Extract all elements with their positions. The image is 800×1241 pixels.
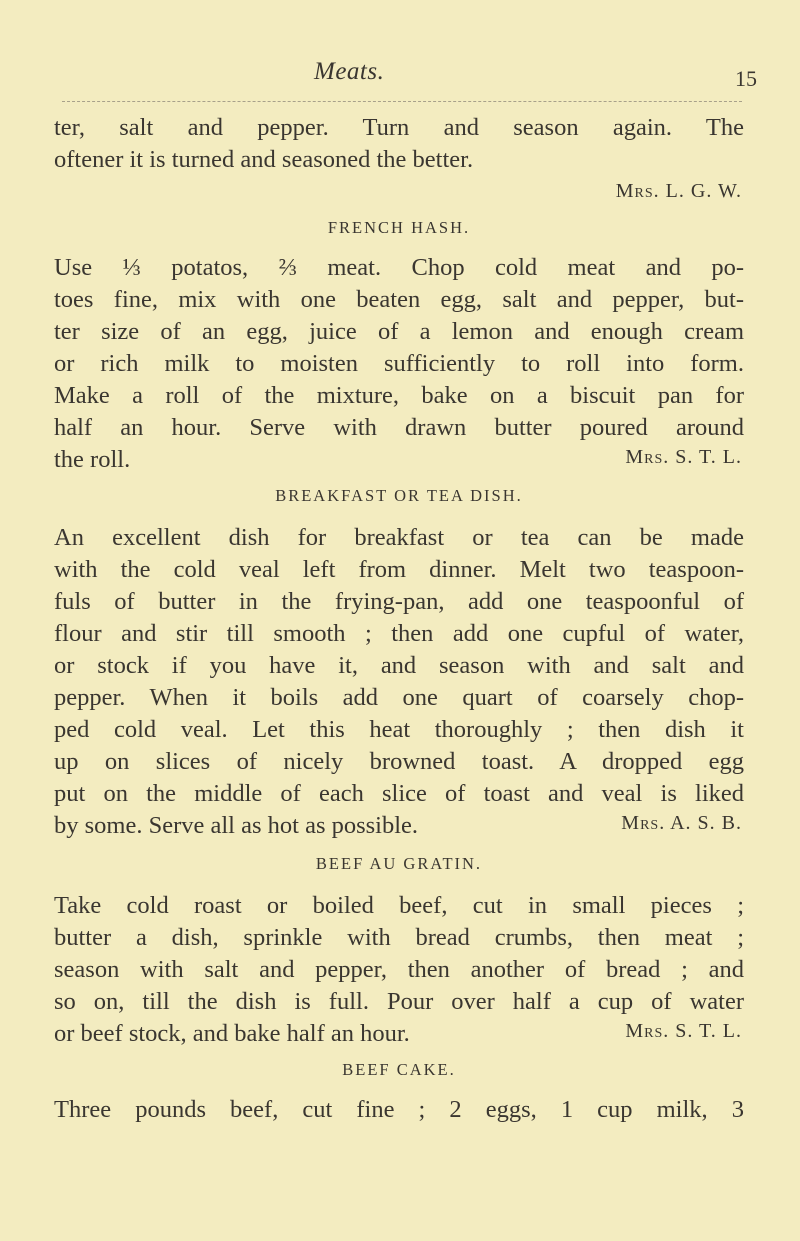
header-rule <box>62 101 742 103</box>
intro-line: ter, salt and pepper. Turn and season again. The <box>54 114 744 141</box>
running-head <box>0 58 800 98</box>
recipe-line: put on the middle of each slice of toast and veal is liked <box>54 780 744 807</box>
recipe-line: Make a roll of the mixture, bake on a biscuit pan for <box>54 382 744 409</box>
recipe-line: butter a dish, sprinkle with bread crumbs, then meat ; <box>54 924 744 951</box>
recipe-heading-beef-cake: BEEF CAKE. <box>342 1060 456 1079</box>
recipe-line: or beef stock, and bake half an hour. <box>54 1020 410 1047</box>
recipe-heading-beef-au-gratin: BEEF AU GRATIN. <box>315 854 483 873</box>
recipe-line: by some. Serve all as hot as possible. <box>54 812 419 839</box>
signature: Mrs. S. T. L. <box>625 446 742 468</box>
recipe-line: Take cold roast or boiled beef, cut in small pieces ; <box>54 892 744 919</box>
signature: Mrs. L. G. W. <box>615 180 742 202</box>
running-title: Meats. <box>314 58 385 85</box>
recipe-line: An excellent dish for breakfast or tea can be made <box>54 524 744 551</box>
recipe-line: half an hour. Serve with drawn butter poured around <box>54 414 744 441</box>
recipe-line: or rich milk to moisten sufficiently to roll into form. <box>54 350 744 377</box>
recipe-line: Use ⅓ potatos, ⅔ meat. Chop cold meat and po- <box>54 254 744 281</box>
recipe-line: ter size of an egg, juice of a lemon and enough cream <box>54 318 744 345</box>
intro-line: oftener it is turned and seasoned the better. <box>54 146 474 173</box>
recipe-line: the roll. <box>54 446 131 473</box>
recipe-heading-french-hash: FRENCH HASH. <box>327 218 471 237</box>
recipe-line: with the cold veal left from dinner. Melt two teaspoon- <box>54 556 744 583</box>
recipe-line: or stock if you have it, and season with and salt and <box>54 652 744 679</box>
recipe-line: Three pounds beef, cut fine ; 2 eggs, 1 cup milk, 3 <box>54 1096 744 1123</box>
recipe-line: pepper. When it boils add one quart of coarsely chop- <box>54 684 744 711</box>
recipe-line: up on slices of nicely browned toast. A dropped egg <box>54 748 744 775</box>
recipe-line: flour and stir till smooth ; then add one cupful of water, <box>54 620 744 647</box>
recipe-heading-breakfast-dish: BREAKFAST OR TEA DISH. <box>275 486 523 505</box>
recipe-line: fuls of butter in the frying-pan, add one teaspoonful of <box>54 588 744 615</box>
page-number: 15 <box>735 66 757 91</box>
signature: Mrs. S. T. L. <box>625 1020 742 1042</box>
recipe-line: toes fine, mix with one beaten egg, salt and pepper, but- <box>54 286 744 313</box>
recipe-line: ped cold veal. Let this heat thoroughly ; then dish it <box>54 716 744 743</box>
recipe-line: season with salt and pepper, then another of bread ; and <box>54 956 744 983</box>
signature: Mrs. A. S. B. <box>621 812 742 834</box>
recipe-line: so on, till the dish is full. Pour over half a cup of water <box>54 988 744 1015</box>
